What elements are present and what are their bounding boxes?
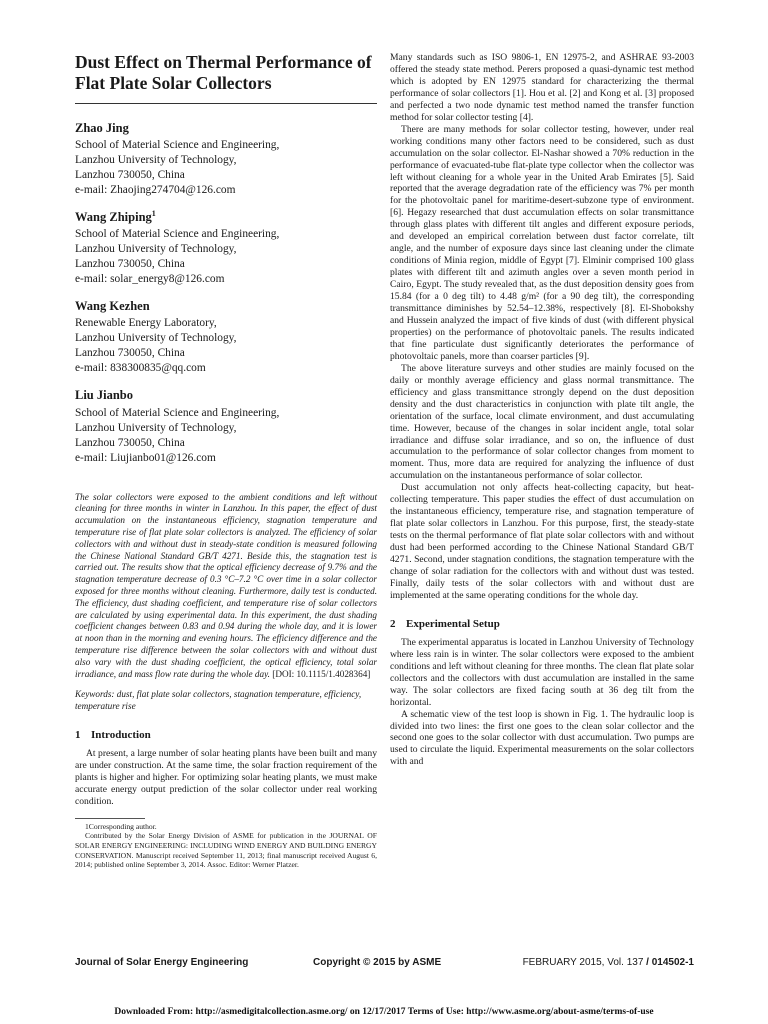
author-affiliation-line: Renewable Energy Laboratory, bbox=[75, 317, 217, 330]
section-heading bbox=[75, 728, 377, 742]
author-email: e-mail: solar_energy8@126.com bbox=[75, 273, 225, 286]
author-affiliation-line: School of Material Science and Engineering, bbox=[75, 228, 280, 241]
keywords: Keywords: dust, flat plate solar collectors, stagnation temperature, efficiency, temperature rise bbox=[75, 689, 362, 712]
author-email: e-mail: Zhaojing274704@126.com bbox=[75, 184, 236, 197]
author-affiliation-line: Lanzhou 730050, China bbox=[75, 258, 185, 271]
footnote: 1Corresponding author. bbox=[85, 821, 157, 831]
journal-name: Journal of Solar Energy Engineering bbox=[75, 957, 249, 968]
author-block bbox=[75, 294, 377, 376]
body-paragraph: A schematic view of the test loop is shown in Fig. 1. The hydraulic loop is divided into two lines: the first one goes to the clean solar collector and the second one goes to the solar collector with dust accumulation. Two pumps are used to circulate the liquid. Experimental measurements on the solar collectors with and bbox=[390, 708, 694, 768]
section-title: Introduction bbox=[91, 728, 151, 741]
copyright-notice: Copyright © 2015 by ASME bbox=[313, 957, 442, 968]
section-heading bbox=[390, 617, 694, 631]
author-block bbox=[75, 383, 377, 465]
footnote: Contributed by the Solar Energy Division of ASME for publication in the JOURNAL OF SOLAR ENERGY ENGINEERING: INCLUDING WIND ENERGY AND BUILDING ENERGY CONSERVATION. Manuscript received September 11, 2013; final manuscript received August 6, 2014; published online September 3, 2014. Assoc. Editor: Werner Platzer. bbox=[75, 831, 377, 870]
right-column bbox=[390, 52, 694, 768]
issue-separator: / bbox=[646, 957, 649, 968]
section-number: 1 bbox=[75, 728, 81, 741]
body-paragraph: The experimental apparatus is located in Lanzhou University of Technology where less rain is in winter. The solar collectors were exposed to the ambient conditions and left without cleaning for three months. The clean flat plate solar collectors and the collectors with dust accumulation are installed in the same way. The solar collectors are fixed facing south at 36 deg tilt from the horizontal. bbox=[390, 636, 694, 708]
body-paragraph: Dust accumulation not only affects heat-collecting capacity, but heat-collecting temperature. This paper studies the effect of dust accumulation on the instantaneous efficiency, temperature rise, and stagnation temperature of flat plate solar collectors in Lanzhou. For this purpose, first, the steady-state tests on the thermal performance of flat plate solar collectors with and without dust had been performed according to the Chinese National Standard GB/T 4271. Second, under stagnation conditions, the stagnation temperature with the change of solar radiation for the collectors with and without dust was tested. Finally, daily tests of the solar collectors with and without dust are implemented at the same operating conditions for the whole day. bbox=[390, 482, 694, 601]
author-list bbox=[75, 116, 377, 466]
body-paragraph: The above literature surveys and other studies are mainly focused on the daily or monthly average efficiency and glass normal transmittance. The efficiency and glass transmittance strongly depend on the dust deposition density and the dust characteristics in conjunction with plate tilt angle, the orientation of the surface, local climate environment, and dust accumulating time. However, because of the changes in solar incident angle, total solar irradiance and diffuse solar irradiance, and so on, the influence of dust accumulation to the performance of solar collector changes from moment to moment. Thus, more data are required for analyzing the influence of dust accumulation on the instantaneous performance of solar collector. bbox=[390, 362, 694, 482]
author-affiliation-line: Lanzhou 730050, China bbox=[75, 436, 185, 449]
author-block bbox=[75, 205, 377, 287]
author-name bbox=[75, 383, 377, 404]
paper-title: Dust Effect on Thermal Performance of Flat Plate Solar Collectors bbox=[75, 52, 372, 93]
author-name bbox=[75, 205, 377, 226]
author-affiliation-line: School of Material Science and Engineering, bbox=[75, 406, 280, 419]
title-rule bbox=[75, 103, 377, 104]
author-affiliation-line: Lanzhou 730050, China bbox=[75, 169, 185, 182]
issue-info bbox=[523, 957, 694, 968]
author-affiliation-line: Lanzhou University of Technology, bbox=[75, 154, 237, 167]
author-affiliation-line: School of Material Science and Engineering, bbox=[75, 139, 280, 152]
page-number: 014502-1 bbox=[651, 957, 694, 968]
author-affiliation-line: Lanzhou University of Technology, bbox=[75, 243, 237, 256]
author-name-text: Liu Jianbo bbox=[75, 388, 134, 403]
body-paragraph: At present, a large number of solar heating plants have been built and many are under construction. At the same time, the solar fraction requirement of the plants is higher and higher. For optimizing solar heating plants, we must make accurate energy output prediction of the solar collector under real working condition. bbox=[75, 747, 377, 807]
download-notice: Downloaded From: http://asmedigitalcollection.asme.org/ on 12/17/2017 Terms of Use: http://www.asme.org/about-asme/terms-of-use bbox=[114, 1007, 654, 1017]
author-footnote-mark: 1 bbox=[151, 209, 156, 219]
left-column bbox=[75, 52, 377, 870]
author-name-text: Zhao Jing bbox=[75, 121, 129, 136]
doi-link[interactable]: [DOI: 10.1115/1.4028364] bbox=[272, 668, 371, 679]
page-footer bbox=[75, 957, 694, 971]
body-paragraph: There are many methods for solar collector testing, however, under real working conditions many other factors need to be considered, such as dust accumulation on the solar collector. El-Nashar showed a 70% reduction in the performance of evacuated-tube flat-plate type collector when the collector was left without cleaning for a whole year in the United Arab Emirates [5]. Said reported that the average degradation rate of the efficiency was 7% per month for the photovoltaic panel for maritime-desert-subzone type of environment. [6]. Hegazy researched that dust accumulation effects on solar transmittance through glass plates with different tilt angles and different exposure periods, and developed an empirical correlation between dust factor correlate, tilt angle, and the number of exposure days since last cleaning under the climate conditions of Minia region, middle of Egypt [7]. Elminir comprised 100 glass plates with different tilt and azimuth angles over a seven month period in Cairo, Egypt. The study revealed that, as the dust deposition density goes from 15.84 (for a 0 deg tilt) to 4.48 g/m² (for a 90 deg tilt), the corresponding transmittance diminishes by 52.54–12.38%, respectively [8]. El-Shobokshy and Hussein analyzed the impact of five kinds of dust (with different physical properties) on the performance of photovoltaic panels. The results indicated that fine particulate dust significantly deteriorates the performance of photovoltaic panels, more than coarser particles [9]. bbox=[390, 123, 694, 362]
author-name-text: Wang Kezhen bbox=[75, 299, 150, 314]
author-block bbox=[75, 116, 377, 198]
abstract-text: The solar collectors were exposed to the ambient conditions and left without cleaning for three months in winter in Lanzhou. In this paper, the effect of dust accumulation on the instantaneous efficiency, stagnation temperature and temperature rise of flat plate solar collectors is analyzed. The efficiency of solar collectors with and without dust in steady-state condition is measured following the Chinese National Standard GB/T 4271. Beside this, the stagnation test is carried out. The results show that the optical efficiency decrease of 9.7% and the stagnation temperature decrease of 0.3 °C–7.2 °C over time in a solar collector exposed for three months without cleaning. Furthermore, daily test is conducted. The efficiency, dust shading coefficient, and temperature rise of solar collectors are calculated by using experimental data. In this experiment, the dust shading coefficient changes between 0.83 and 0.94 during the whole day, and it is lower at noon than in the morning and evening hours. The efficiency difference and the temperature rise difference between the solar collectors with and without dust also vary with the dust shading coefficient, the optical efficiency, total solar irradiance, and mass flow rate during the whole day. bbox=[75, 491, 377, 679]
issue-date-volume: FEBRUARY 2015, Vol. 137 bbox=[522, 957, 644, 968]
section-title: Experimental Setup bbox=[406, 617, 500, 630]
body-paragraph: Many standards such as ISO 9806-1, EN 12975-2, and ASHRAE 93-2003 offered the steady state method. Perers proposed a quasi-dynamic test method which is adopted by EN 12975 standard for characterizing the thermal performance of solar collectors [1]. Hou et al. [2] and Kong et al. [3] proposed and perfected a two node dynamic test method named the transfer function method for solar collector testing [4]. bbox=[390, 52, 694, 123]
author-affiliation-line: Lanzhou University of Technology, bbox=[75, 421, 237, 434]
footnote-rule bbox=[75, 818, 145, 819]
author-email: e-mail: 838300835@qq.com bbox=[75, 362, 206, 375]
author-affiliation-line: Lanzhou University of Technology, bbox=[75, 332, 237, 345]
author-name-text: Wang Zhiping bbox=[75, 210, 152, 225]
section-number: 2 bbox=[390, 617, 396, 630]
author-email: e-mail: Liujianbo01@126.com bbox=[75, 451, 216, 464]
author-name bbox=[75, 294, 377, 315]
abstract bbox=[75, 492, 377, 681]
author-name bbox=[75, 116, 377, 137]
author-affiliation-line: Lanzhou 730050, China bbox=[75, 347, 185, 360]
